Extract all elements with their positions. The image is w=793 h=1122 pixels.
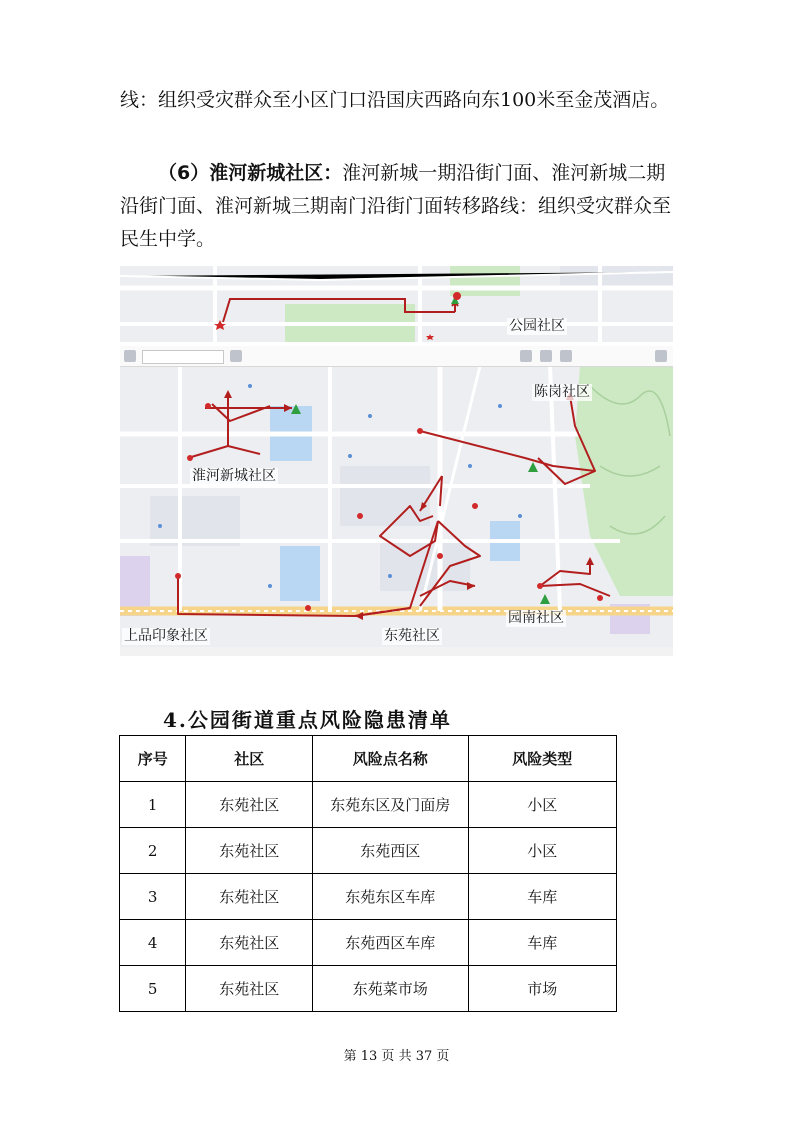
table-row: [120, 966, 617, 1012]
cell-community: 东苑社区: [186, 966, 313, 1012]
map-toolbar: [120, 346, 673, 367]
header-risk-type: 风险类型: [468, 736, 617, 782]
header-risk-point: 风险点名称: [313, 736, 468, 782]
cell-risk-type: 车库: [468, 920, 617, 966]
cell-community: 东苑社区: [186, 920, 313, 966]
risk-table: [119, 735, 617, 1012]
cell-risk-type: 车库: [468, 874, 617, 920]
cell-community: 东苑社区: [186, 828, 313, 874]
map-label-park-community: 公园社区: [509, 318, 565, 334]
map-evacuation-routes: [120, 346, 673, 656]
cell-index: 5: [120, 966, 186, 1012]
map-park-community: [120, 266, 673, 342]
map-footer-bar: [120, 647, 673, 656]
table-row: [120, 920, 617, 966]
cell-risk-type: 小区: [468, 782, 617, 828]
page-footer: 第 13 页 共 37 页: [343, 1049, 450, 1064]
cell-risk-type: 小区: [468, 828, 617, 874]
paragraph-huaihe-body: 淮河新城一期沿街门面、淮河新城二期沿街门面、淮河新城三期南门沿街门面转移路线：组织受灾群众至民生中学。: [120, 162, 672, 250]
cell-index: 1: [120, 782, 186, 828]
map-tool-icon[interactable]: [520, 350, 532, 362]
map-label-shangpin-community: 上品印象社区: [124, 628, 208, 644]
cell-index: 4: [120, 920, 186, 966]
paragraph-huaihe-title: （6）淮河新城社区：: [158, 162, 343, 184]
table-header-row: [120, 736, 617, 782]
paragraph-route-continued: 线：组织受灾群众至小区门口沿国庆西路向东100米至金茂酒店。: [120, 89, 670, 111]
header-index: 序号: [120, 736, 186, 782]
map-measure-icon[interactable]: [540, 350, 552, 362]
cell-risk-point: 东苑菜市场: [313, 966, 468, 1012]
map-label-chengang-community: 陈岗社区: [534, 384, 590, 400]
cell-risk-point: 东苑西区车库: [313, 920, 468, 966]
table-row: [120, 828, 617, 874]
map-search-icon[interactable]: [230, 350, 242, 362]
map-label-yuannan-community: 园南社区: [508, 610, 564, 626]
cell-risk-point: 东苑东区及门面房: [313, 782, 468, 828]
map-park-community-canvas: [120, 266, 673, 342]
map-share-icon[interactable]: [560, 350, 572, 362]
map-search-box[interactable]: [142, 350, 224, 364]
cell-index: 2: [120, 828, 186, 874]
map-label-huaihe-community: 淮河新城社区: [192, 468, 276, 484]
cell-community: 东苑社区: [186, 874, 313, 920]
map-fullscreen-icon[interactable]: [655, 350, 667, 362]
paragraph-huaihe-community: [120, 157, 680, 256]
map-label-dongyuan-community: 东苑社区: [384, 628, 440, 644]
cell-risk-point: 东苑西区: [313, 828, 468, 874]
cell-index: 3: [120, 874, 186, 920]
cell-risk-type: 市场: [468, 966, 617, 1012]
header-community: 社区: [186, 736, 313, 782]
map-logo-icon: [124, 350, 136, 362]
cell-risk-point: 东苑东区车库: [313, 874, 468, 920]
table-row: [120, 874, 617, 920]
section-heading: 4.公园街道重点风险隐患清单: [163, 708, 452, 732]
table-row: [120, 782, 617, 828]
cell-community: 东苑社区: [186, 782, 313, 828]
